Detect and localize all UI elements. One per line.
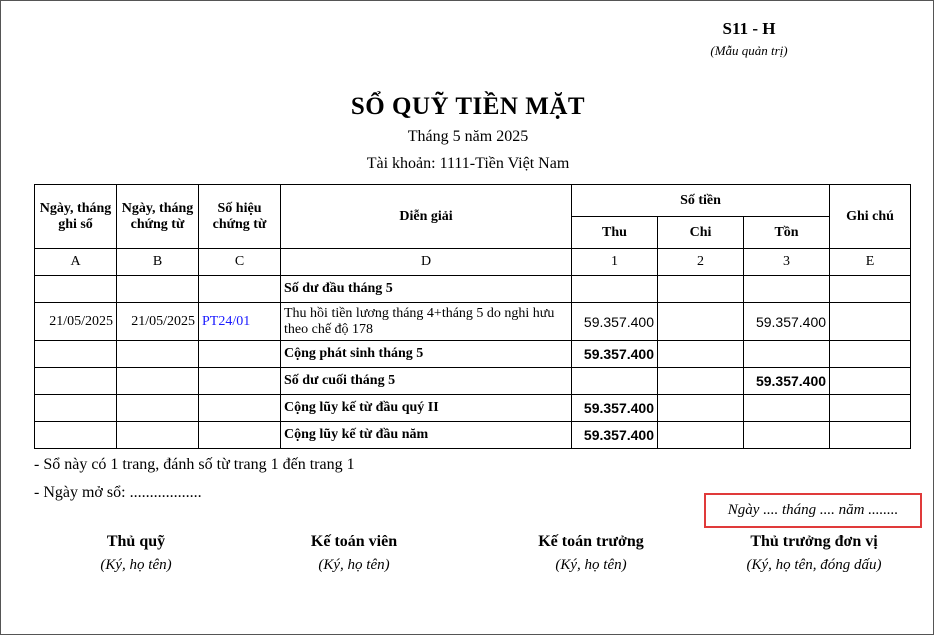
date-line: Ngày .... tháng .... năm ........ <box>727 502 899 518</box>
header-amount: Số tiền <box>572 185 830 217</box>
table-row-opening <box>35 276 911 303</box>
header-payment: Chi <box>658 217 744 249</box>
signature-head-of-unit <box>719 533 909 574</box>
table-row-closing <box>35 368 911 395</box>
header-note: Ghi chú <box>830 185 911 249</box>
open-date-note: - Ngày mở sổ: .................. <box>34 484 202 501</box>
header-doc-no: Số hiệu chứng từ <box>199 185 281 249</box>
table-row-quarter-total <box>35 395 911 422</box>
table-row-year-total <box>35 422 911 449</box>
closing-balance-value: 59.357.400 <box>744 368 830 395</box>
document-title: SỔ QUỸ TIỀN MẶT <box>350 93 586 120</box>
signature-role: Thủ quỹ <box>106 533 166 550</box>
form-note: (Mẫu quản trị) <box>710 43 788 58</box>
column-code: 2 <box>658 249 744 276</box>
year-total-label: Cộng lũy kế từ đầu năm <box>281 422 572 449</box>
column-code: E <box>830 249 911 276</box>
column-code-row <box>35 249 911 276</box>
cash-ledger-table <box>34 184 911 449</box>
signature-hint: (Ký, họ tên) <box>100 557 172 573</box>
account-label: Tài khoản: 1111-Tiền Việt Nam <box>366 155 570 172</box>
signature-hint: (Ký, họ tên) <box>555 557 627 573</box>
entry-description: Thu hồi tiền lương tháng 4+tháng 5 do nghi hưu theo chế độ 178 <box>281 303 572 341</box>
column-code: C <box>199 249 281 276</box>
period-total-label: Cộng phát sinh tháng 5 <box>281 341 572 368</box>
signature-role: Thủ trưởng đơn vị <box>750 533 878 550</box>
date-line-highlight <box>704 493 922 528</box>
header-description: Diễn giải <box>281 185 572 249</box>
signature-hint: (Ký, họ tên) <box>318 557 390 573</box>
period-total-receipt: 59.357.400 <box>572 341 658 368</box>
entry-balance: 59.357.400 <box>744 303 830 341</box>
entry-post-date: 21/05/2025 <box>35 303 117 341</box>
column-code: 3 <box>744 249 830 276</box>
entry-doc-link[interactable]: PT24/01 <box>199 303 281 341</box>
signature-treasurer <box>61 533 211 574</box>
column-code: D <box>281 249 572 276</box>
closing-balance-label: Số dư cuối tháng 5 <box>281 368 572 395</box>
opening-balance-label: Số dư đầu tháng 5 <box>281 276 572 303</box>
entry-receipt: 59.357.400 <box>572 303 658 341</box>
signature-accountant <box>274 533 434 574</box>
column-code: A <box>35 249 117 276</box>
signature-hint: (Ký, họ tên, đóng dấu) <box>746 557 882 573</box>
column-code: 1 <box>572 249 658 276</box>
quarter-total-receipt: 59.357.400 <box>572 395 658 422</box>
header-doc-date: Ngày, tháng chứng từ <box>117 185 199 249</box>
header-post-date: Ngày, tháng ghi sổ <box>35 185 117 249</box>
column-code: B <box>117 249 199 276</box>
signature-chief-accountant <box>506 533 676 574</box>
signature-role: Kế toán viên <box>310 533 398 550</box>
table-row-entry <box>35 303 911 341</box>
header-receipt: Thu <box>572 217 658 249</box>
form-code: S11 - H <box>722 19 776 38</box>
table-row-period-total <box>35 341 911 368</box>
header-balance: Tồn <box>744 217 830 249</box>
period-label: Tháng 5 năm 2025 <box>407 128 529 145</box>
year-total-receipt: 59.357.400 <box>572 422 658 449</box>
form-code-block <box>691 19 807 59</box>
signature-role: Kế toán trưởng <box>538 533 644 550</box>
page-count-note: - Sổ này có 1 trang, đánh số từ trang 1 đến trang 1 <box>34 456 355 473</box>
entry-doc-date: 21/05/2025 <box>117 303 199 341</box>
quarter-total-label: Cộng lũy kế từ đầu quý II <box>281 395 572 422</box>
